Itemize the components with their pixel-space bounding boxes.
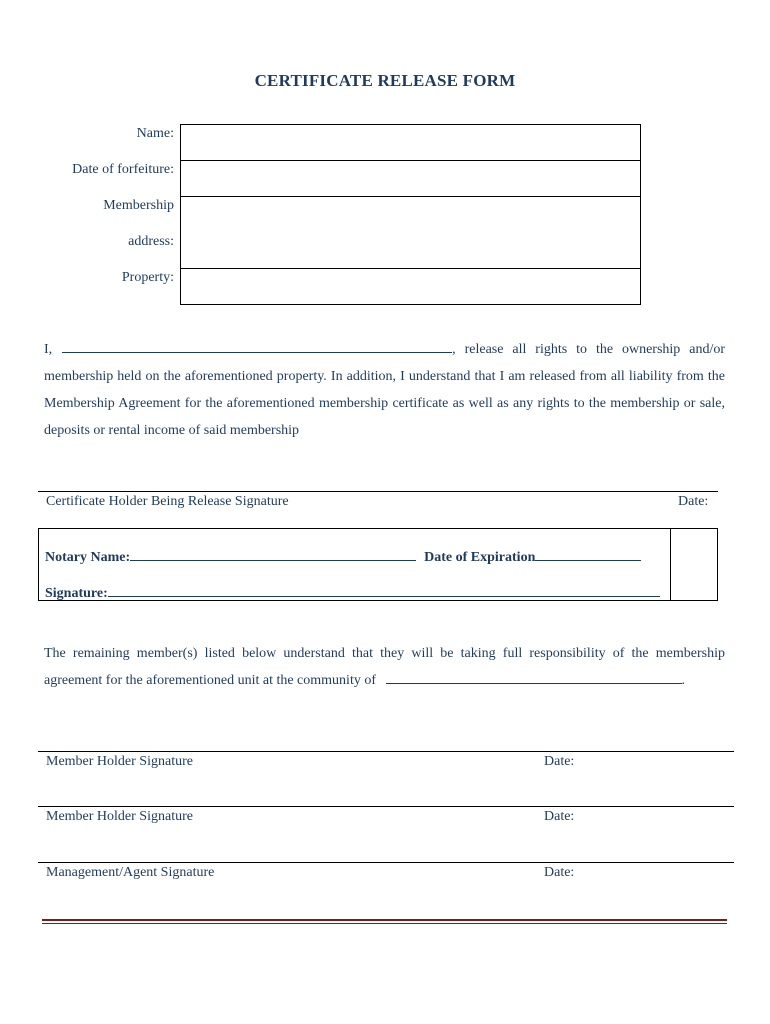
signature-line-1	[38, 751, 734, 752]
address-label: address:	[128, 234, 174, 249]
release-paragraph	[44, 336, 725, 444]
footer-rule	[42, 919, 727, 921]
signature-line-2	[38, 806, 734, 807]
remaining-text: The remaining member(s) listed below understand that they will be taking full responsibility of the membership agreement for the aforementioned unit at the community of	[44, 646, 725, 688]
notary-signature-row	[45, 584, 660, 602]
holder-signature-line	[38, 491, 718, 492]
notary-divider	[670, 528, 671, 601]
notary-signature-blank[interactable]	[108, 584, 660, 597]
expiration-label: Date of Expiration	[424, 550, 536, 565]
release-prefix: I,	[44, 342, 53, 357]
signature-label-2: Member Holder Signature	[46, 809, 193, 824]
release-first-line	[44, 336, 725, 363]
community-blank[interactable]	[386, 671, 682, 684]
notary-name-blank[interactable]	[130, 548, 416, 561]
remaining-end: .	[681, 673, 685, 688]
signature-label-3: Management/Agent Signature	[46, 865, 215, 880]
signature-date-label-2: Date:	[544, 809, 575, 824]
signature-date-label-3: Date:	[544, 865, 575, 880]
release-line1-suffix: , release all rights to the ownership and/or	[452, 342, 725, 357]
footer-rule-thin	[42, 923, 727, 924]
membership-address-field[interactable]	[180, 196, 641, 269]
expiration-blank[interactable]	[535, 548, 641, 561]
remaining-paragraph	[44, 640, 725, 694]
form-title: CERTIFICATE RELEASE FORM	[254, 71, 516, 90]
signature-label-1: Member Holder Signature	[46, 754, 193, 769]
date-of-forfeiture-field[interactable]	[180, 160, 641, 197]
release-text: membership held on the aforementioned property. In addition, I understand that I am released from all liability from the Membership Agreement for the aforementioned membership certificate as well as any rights to the membership or sale, deposits or rental income of said membership	[44, 369, 725, 438]
name-field[interactable]	[180, 124, 641, 161]
notary-signature-label: Signature:	[45, 586, 108, 601]
signature-line-3	[38, 862, 734, 863]
notary-name-row	[45, 548, 641, 566]
holder-signature-label: Certificate Holder Being Release Signature	[46, 494, 289, 509]
name-label: Name:	[136, 126, 174, 141]
holder-date-label: Date:	[678, 494, 709, 509]
membership-label: Membership	[103, 198, 174, 213]
date-of-forfeiture-label: Date of forfeiture:	[72, 162, 174, 177]
signature-date-label-1: Date:	[544, 754, 575, 769]
property-label: Property:	[121, 270, 174, 285]
notary-name-label: Notary Name:	[45, 550, 131, 565]
releaser-name-blank[interactable]	[62, 340, 452, 353]
property-field[interactable]	[180, 268, 641, 305]
